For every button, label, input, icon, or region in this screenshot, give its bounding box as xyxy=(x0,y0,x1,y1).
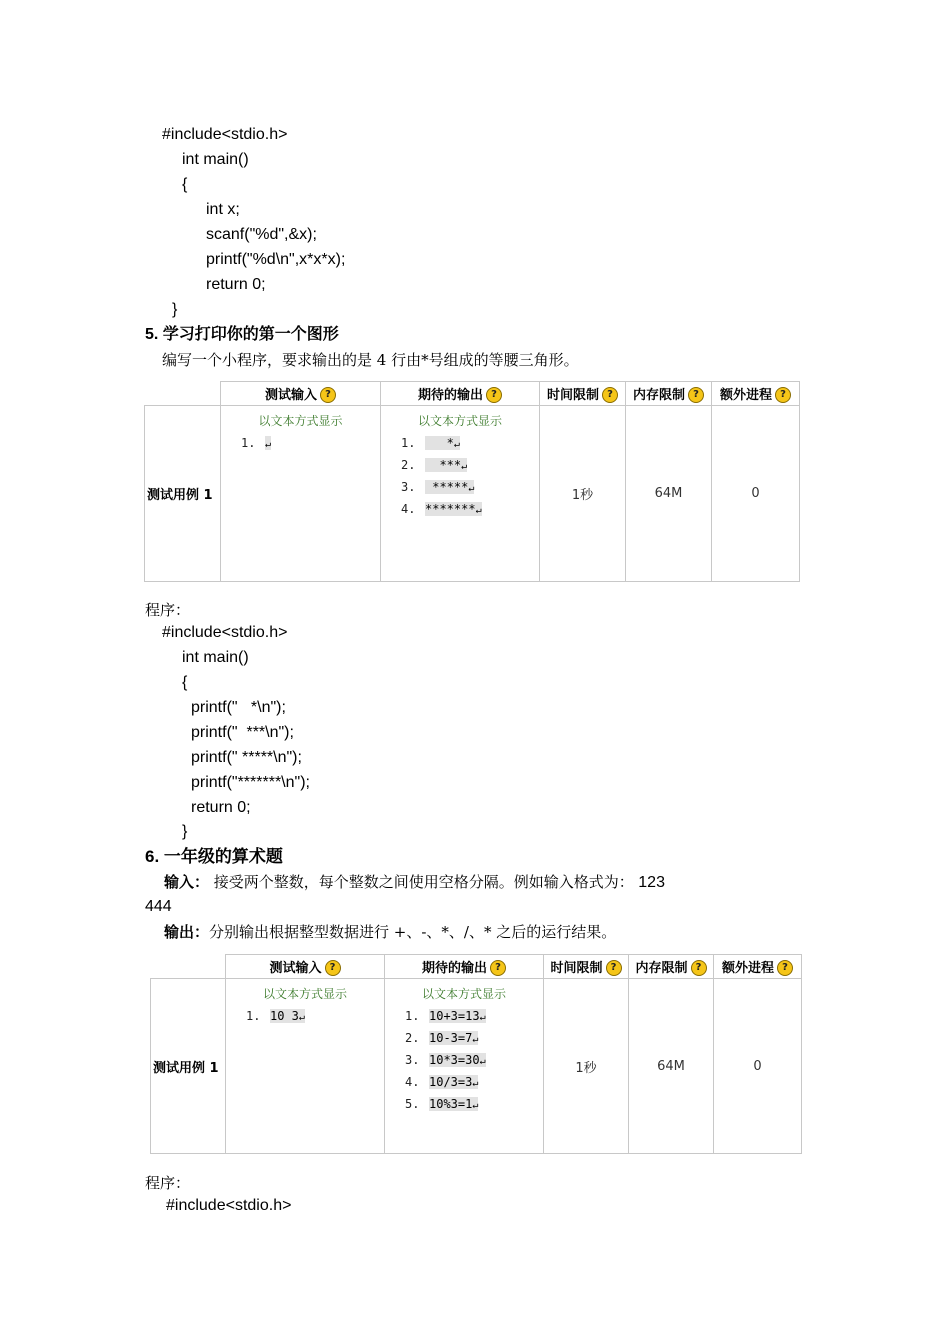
return-icon: ↵ xyxy=(298,1012,305,1023)
section-title: 6. 一年级的算术题 xyxy=(145,847,283,866)
code-listing-line xyxy=(405,1028,543,1050)
code-line: { xyxy=(182,176,188,193)
header-time-limit: 时间限制 ? xyxy=(544,955,629,979)
return-icon: ↵ xyxy=(468,483,475,494)
help-icon[interactable]: ? xyxy=(606,960,622,976)
test-input-cell xyxy=(221,406,381,582)
code-line: printf("*******\n"); xyxy=(191,774,310,791)
line-number: 1. xyxy=(405,1009,420,1023)
help-icon[interactable]: ? xyxy=(691,960,707,976)
header-memory-limit: 内存限制 ? xyxy=(629,955,714,979)
code-listing-line xyxy=(405,1072,543,1094)
line-value: *↵ xyxy=(425,436,460,450)
code-listing-line xyxy=(241,433,380,455)
line-number: 4. xyxy=(401,502,416,516)
code-listing-line xyxy=(246,1006,384,1028)
section-description: 编写一个小程序，要求输出的是 4 行由*号组成的等腰三角形。 xyxy=(162,351,579,369)
line-number: 1. xyxy=(246,1009,261,1023)
memory-limit-value: 64M xyxy=(629,979,714,1154)
code-line: #include<stdio.h> xyxy=(166,1197,292,1214)
code-line: int main() xyxy=(182,649,249,666)
line-value: 10*3=30↵ xyxy=(429,1053,486,1067)
return-icon: ↵ xyxy=(479,1056,486,1067)
input-example-continued: 444 xyxy=(145,898,172,915)
show-as-text-link[interactable]: 以文本方式显示 xyxy=(421,987,506,1001)
code-line: int main() xyxy=(182,151,249,168)
output-code-list xyxy=(381,433,539,521)
code-line: #include<stdio.h> xyxy=(162,126,288,143)
show-as-text-link[interactable]: 以文本方式显示 xyxy=(262,987,347,1001)
header-extra-process: 额外进程 ? xyxy=(714,955,802,979)
input-code-list xyxy=(226,1006,384,1028)
program-label: 程序： xyxy=(145,1174,191,1192)
code-listing-line xyxy=(401,455,539,477)
line-value: *******↵ xyxy=(425,502,482,516)
code-line: scanf("%d",&x); xyxy=(206,226,317,243)
return-icon: ↵ xyxy=(472,1034,479,1045)
header-test-input: 测试输入 ? xyxy=(226,955,385,979)
show-as-text-link[interactable]: 以文本方式显示 xyxy=(417,414,502,428)
return-icon: ↵ xyxy=(475,505,482,516)
header-extra-process: 额外进程 ? xyxy=(712,382,800,406)
code-listing-line xyxy=(401,499,539,521)
code-listing-line xyxy=(405,1006,543,1028)
test-case-label: 测试用例 1 xyxy=(145,406,221,582)
line-number: 3. xyxy=(401,480,416,494)
line-number: 2. xyxy=(401,458,416,472)
line-number: 1. xyxy=(241,436,256,450)
time-limit-value: 1秒 xyxy=(540,406,626,582)
expected-output-cell xyxy=(381,406,540,582)
code-listing-line xyxy=(405,1050,543,1072)
line-number: 4. xyxy=(405,1075,420,1089)
line-value: 10%3=1↵ xyxy=(429,1097,479,1111)
header-expected-output: 期待的输出 ? xyxy=(385,955,544,979)
output-code-list xyxy=(385,1006,543,1116)
line-value: 10-3=7↵ xyxy=(429,1031,479,1045)
return-icon: ↵ xyxy=(472,1100,479,1111)
line-value: 10 3↵ xyxy=(270,1009,305,1023)
code-line: #include<stdio.h> xyxy=(162,624,288,641)
code-listing-line xyxy=(405,1094,543,1116)
header-memory-limit: 内存限制 ? xyxy=(626,382,712,406)
help-icon[interactable]: ? xyxy=(777,960,793,976)
output-description: 输出：分别输出根据整型数据进行 +、-、*、/、* 之后的运行结果。 xyxy=(164,923,617,941)
input-description: 输入： 接受两个整数，每个整数之间使用空格分隔。例如输入格式为： 123 xyxy=(164,873,665,891)
line-value xyxy=(265,436,271,450)
code-line: printf(" *****\n"); xyxy=(191,749,302,766)
help-icon[interactable]: ? xyxy=(320,387,336,403)
help-icon[interactable]: ? xyxy=(688,387,704,403)
code-line: } xyxy=(172,301,178,318)
code-listing-line xyxy=(401,477,539,499)
help-icon[interactable]: ? xyxy=(325,960,341,976)
code-line: int x; xyxy=(206,201,240,218)
line-value: *****↵ xyxy=(425,480,475,494)
header-test-input: 测试输入 ? xyxy=(221,382,381,406)
test-case-table xyxy=(150,954,802,1154)
return-icon: ↵ xyxy=(472,1078,479,1089)
return-icon: ↵ xyxy=(461,461,468,472)
code-line: } xyxy=(182,823,188,840)
code-line: printf("%d\n",x*x*x); xyxy=(206,251,346,268)
code-line: { xyxy=(182,674,188,691)
code-line: printf(" *\n"); xyxy=(191,699,286,716)
test-case-table xyxy=(144,381,800,582)
show-as-text-link[interactable]: 以文本方式显示 xyxy=(258,414,343,428)
help-icon[interactable]: ? xyxy=(490,960,506,976)
section-title: 5. 学习打印你的第一个图形 xyxy=(145,326,339,343)
help-icon[interactable]: ? xyxy=(602,387,618,403)
header-time-limit: 时间限制 ? xyxy=(540,382,626,406)
test-input-cell xyxy=(226,979,385,1154)
line-number: 1. xyxy=(401,436,416,450)
time-limit-value: 1秒 xyxy=(544,979,629,1154)
return-icon: ↵ xyxy=(479,1012,486,1023)
line-value: 10+3=13↵ xyxy=(429,1009,486,1023)
program-label: 程序： xyxy=(145,601,191,619)
line-number: 2. xyxy=(405,1031,420,1045)
line-number: 3. xyxy=(405,1053,420,1067)
help-icon[interactable]: ? xyxy=(486,387,502,403)
test-case-label: 测试用例 1 xyxy=(151,979,226,1154)
code-listing-line xyxy=(401,433,539,455)
return-icon: ↵ xyxy=(453,439,460,450)
return-icon: ↵ xyxy=(265,439,272,450)
extra-process-value: 0 xyxy=(712,406,800,582)
code-line: return 0; xyxy=(191,799,251,816)
header-expected-output: 期待的输出 ? xyxy=(381,382,540,406)
memory-limit-value: 64M xyxy=(626,406,712,582)
expected-output-cell xyxy=(385,979,544,1154)
code-line: printf(" ***\n"); xyxy=(191,724,294,741)
code-line: return 0; xyxy=(206,276,266,293)
extra-process-value: 0 xyxy=(714,979,802,1154)
line-number: 5. xyxy=(405,1097,420,1111)
line-value: 10/3=3↵ xyxy=(429,1075,479,1089)
line-value: ***↵ xyxy=(425,458,468,472)
input-code-list xyxy=(221,433,380,455)
help-icon[interactable]: ? xyxy=(775,387,791,403)
